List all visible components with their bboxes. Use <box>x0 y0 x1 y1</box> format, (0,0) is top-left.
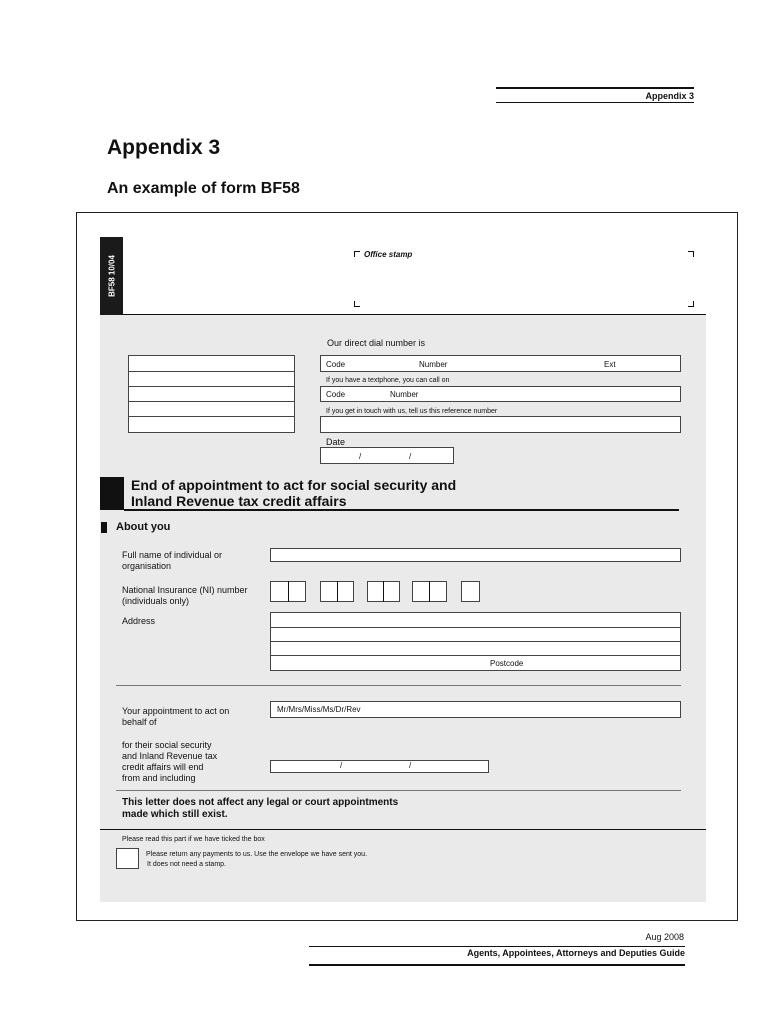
note-divider <box>100 829 706 830</box>
reference-box <box>320 416 681 433</box>
footer-guide-title: Agents, Appointees, Attorneys and Deputies Guide <box>467 948 685 958</box>
address-input-line-1[interactable] <box>270 612 681 628</box>
read-part-text: Please read this part if we have ticked the box <box>122 836 265 843</box>
stamp-corner-br <box>688 301 694 307</box>
direct-dial-heading: Our direct dial number is <box>327 338 426 348</box>
return-payments-line-2: It does not need a stamp. <box>147 861 226 868</box>
footer-rule-top <box>309 946 685 947</box>
address-input-line-4[interactable] <box>270 655 681 671</box>
date-separator-2: / <box>409 452 412 461</box>
about-divider <box>116 685 681 686</box>
end-date-input[interactable] <box>270 760 489 773</box>
appointment-label-line-1: Your appointment to act on <box>122 706 230 716</box>
header-rule-bottom <box>496 102 694 103</box>
footer-rule-bottom <box>309 964 685 966</box>
date-separator-1: / <box>359 452 362 461</box>
about-heading: About you <box>116 521 171 533</box>
address-window-line-4 <box>128 401 295 417</box>
stamp-bottom-rule <box>123 314 706 315</box>
date-box <box>320 447 454 464</box>
end-date-label-line-3: credit affairs will end <box>122 762 204 772</box>
postcode-label: Postcode <box>490 659 524 668</box>
end-date-label-line-2: and Inland Revenue tax <box>122 751 218 761</box>
section-title-line-1: End of appointment to act for social security and <box>131 477 457 493</box>
legal-note-line-1: This letter does not affect any legal or court appointments <box>122 797 399 808</box>
return-payments-line-1: Please return any payments to us. Use the envelope we have sent you. <box>146 851 368 858</box>
direct-dial-code: Code <box>326 360 346 369</box>
return-payments-text <box>146 850 367 870</box>
stamp-corner-tr <box>688 251 694 257</box>
running-header: Appendix 3 <box>645 91 694 101</box>
appointment-divider <box>116 790 681 791</box>
stamp-corner-tl <box>354 251 360 257</box>
ni-box-1-divider <box>288 581 289 602</box>
address-window-line-5 <box>128 416 295 433</box>
appointment-label <box>122 706 229 728</box>
full-name-label-line-1: Full name of individual or <box>122 550 223 560</box>
address-window-line-3 <box>128 386 295 402</box>
address-input-line-2[interactable] <box>270 627 681 642</box>
textphone-number: Number <box>390 390 419 399</box>
section-title-line-2: Inland Revenue tax credit affairs <box>131 493 347 509</box>
header-rule <box>496 87 694 89</box>
full-name-label-line-2: organisation <box>122 561 172 571</box>
legal-note-line-2: made which still exist. <box>122 809 228 820</box>
date-label: Date <box>326 437 346 447</box>
title-options: Mr/Mrs/Miss/Ms/Dr/Rev <box>277 705 361 714</box>
address-window-line-2 <box>128 371 295 387</box>
textphone-code: Code <box>326 390 346 399</box>
reference-heading: If you get in touch with us, tell us this reference number <box>326 408 498 415</box>
about-bullet <box>101 522 107 533</box>
section-marker <box>100 477 124 510</box>
return-payments-checkbox[interactable] <box>116 848 139 869</box>
ni-label <box>122 585 248 607</box>
full-name-input[interactable] <box>270 548 681 562</box>
end-date-label-line-1: for their social security <box>122 740 212 750</box>
ni-box-3-divider <box>383 581 384 602</box>
appointment-label-line-2: behalf of <box>122 717 157 727</box>
office-stamp-label: Office stamp <box>364 250 413 259</box>
direct-dial-box <box>320 355 681 372</box>
end-date-label-line-4: from and including <box>122 773 196 783</box>
ni-label-line-1: National Insurance (NI) number <box>122 585 248 595</box>
page-title: Appendix 3 <box>107 136 221 159</box>
form-code: BF58 10/04 <box>107 255 116 297</box>
form-code-tab <box>100 237 123 315</box>
ni-label-line-2: (individuals only) <box>122 596 190 606</box>
full-name-label <box>122 550 222 572</box>
section-rule <box>124 509 679 511</box>
stamp-corner-bl <box>354 301 360 307</box>
end-date-label <box>122 740 217 784</box>
address-window-line-1 <box>128 355 295 372</box>
address-input-line-3[interactable] <box>270 641 681 656</box>
end-date-separator-2: / <box>409 761 412 770</box>
address-label: Address <box>122 616 156 626</box>
ni-box-2-divider <box>337 581 338 602</box>
footer-date: Aug 2008 <box>645 932 684 942</box>
section-title <box>131 477 531 509</box>
direct-dial-ext: Ext <box>604 360 616 369</box>
direct-dial-number: Number <box>419 360 448 369</box>
ni-box-5[interactable] <box>461 581 480 602</box>
ni-box-4-divider <box>429 581 430 602</box>
textphone-heading: If you have a textphone, you can call on <box>326 377 450 384</box>
textphone-box <box>320 386 681 402</box>
legal-note <box>122 797 482 821</box>
end-date-separator-1: / <box>340 761 343 770</box>
page-subtitle: An example of form BF58 <box>107 180 300 197</box>
